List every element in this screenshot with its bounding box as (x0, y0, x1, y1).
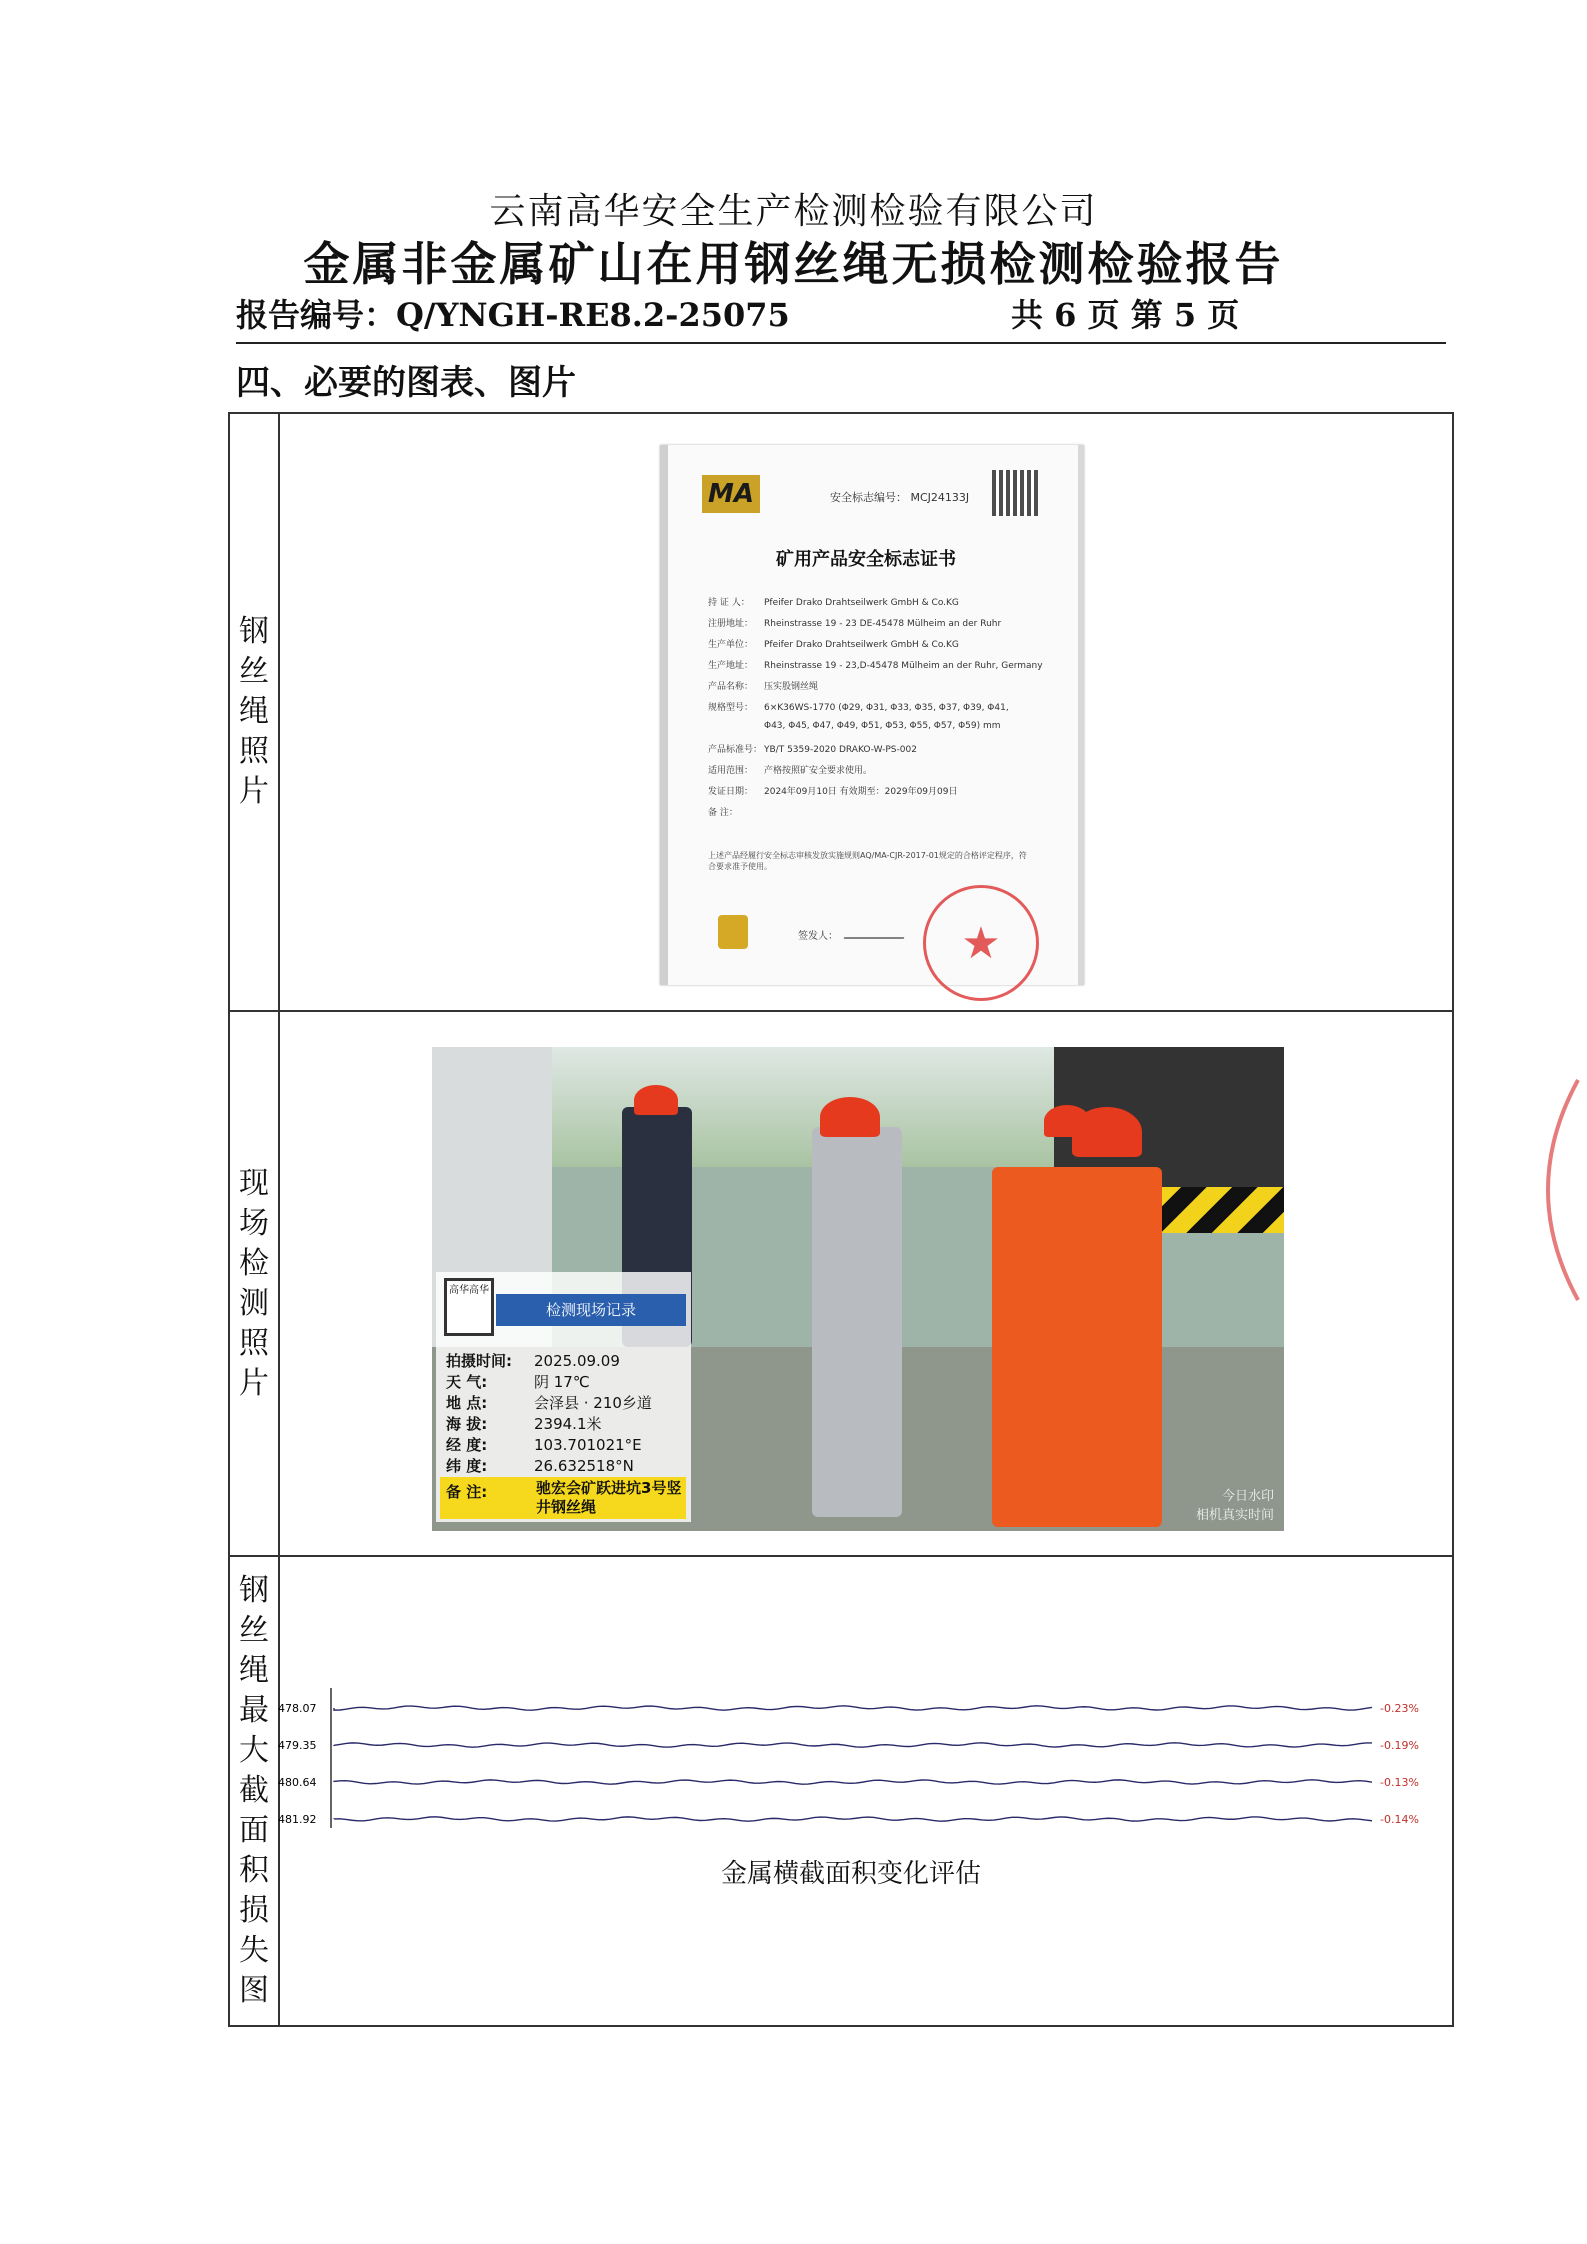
label-text (230, 1571, 278, 2011)
field-value: Pfeifer Drako Drahtseilwerk GmbH & Co.KG (764, 598, 959, 608)
field-value: Rheinstrasse 19 - 23 DE-45478 Mülheim an der Ruhr (764, 619, 1002, 629)
field-key: 持 证 人： (708, 598, 750, 608)
certificate-field (708, 763, 872, 776)
label-char: 面 (239, 1813, 269, 1848)
helmet-icon (820, 1097, 880, 1137)
partial-seal-stamp (1508, 1060, 1587, 1320)
certificate-footer: 上述产品经履行安全标志审核发放实施规则AQ/MA-CJR-2017-01规定的合格评定程序，符合要求准予使用。 (708, 851, 1027, 871)
field-value: 6×K36WS-1770 (Φ29, Φ31, Φ33, Φ35, Φ37, Φ39, Φ41, (764, 703, 1009, 713)
label-char: 积 (239, 1853, 269, 1888)
field-key: 备 注： (708, 808, 738, 818)
field-key: 地 点: (446, 1394, 488, 1412)
app-watermark (1196, 1485, 1274, 1523)
photo-watermark-overlay (436, 1272, 691, 1522)
red-seal-stamp (923, 885, 1039, 1001)
series-left-label: 478.07 (278, 1702, 317, 1715)
field-key: 海 拔: (446, 1415, 488, 1433)
field-value: Pfeifer Drako Drahtseilwerk GmbH & Co.KG (764, 640, 959, 650)
watermark-sub: 相机真实时间 (1195, 1508, 1274, 1523)
certificate-number: 安全标志编号： MCJ24133J (830, 491, 970, 504)
overlay-field (446, 1392, 652, 1413)
series-left-label: 481.92 (278, 1813, 317, 1826)
series-right-label: -0.19% (1380, 1739, 1419, 1752)
label-rope-photo (229, 413, 279, 1011)
certificate-field (708, 700, 1009, 713)
label-char: 图 (239, 1973, 269, 2008)
label-char: 最 (239, 1693, 269, 1728)
label-char: 丝 (239, 654, 269, 689)
certificate-field (708, 637, 959, 650)
note-key: 备 注: (446, 1483, 488, 1501)
label-char: 钢 (239, 1573, 269, 1608)
label-char: 片 (239, 774, 269, 809)
label-char: 损 (239, 1893, 269, 1928)
certificate-field (708, 658, 1043, 671)
section-loss-chart (276, 1676, 1426, 1836)
certificate-field (708, 784, 957, 797)
certificate-field (708, 721, 1001, 731)
overlay-field (446, 1350, 620, 1371)
series-right-label: -0.14% (1380, 1813, 1419, 1826)
note-value: 驰宏会矿跃进坑3号竖井钢丝绳 (536, 1479, 682, 1516)
qr-code-icon (992, 470, 1038, 516)
label-char: 照 (239, 1325, 269, 1361)
series-left-label: 480.64 (278, 1776, 317, 1789)
field-value: 103.701021°E (534, 1436, 642, 1454)
overlay-field (446, 1371, 590, 1392)
label-char: 测 (239, 1285, 269, 1321)
field-key: 适用范围： (708, 766, 754, 776)
field-value: 会泽县 · 210乡道 (534, 1394, 652, 1412)
worker-figure (812, 1127, 902, 1517)
field-key: 注册地址： (708, 619, 754, 629)
field-key: 生产单位： (708, 640, 754, 650)
certificate-field (708, 679, 818, 692)
chart-caption: 金属横截面积变化评估 (720, 1859, 981, 1889)
field-key: 生产地址： (708, 661, 754, 671)
report-number: 报告编号：Q/YNGH-RE8.2-25075 (236, 296, 790, 334)
certificate-field (708, 742, 917, 755)
field-value: 2394.1米 (534, 1415, 602, 1433)
field-key: 天 气: (446, 1373, 488, 1391)
site-inspection-photo (432, 1047, 1284, 1531)
signature-image (844, 915, 913, 939)
overlay-title: 检测现场记录 (496, 1294, 686, 1326)
label-char: 绳 (239, 1653, 269, 1688)
ma-logo: MA (702, 475, 760, 513)
series-line (334, 1817, 1372, 1821)
label-loss-chart (229, 1556, 279, 2026)
series-line (334, 1706, 1372, 1710)
company-logo: 高华高华 (444, 1278, 494, 1336)
field-key: 规格型号： (708, 703, 754, 713)
label-char: 场 (239, 1205, 269, 1241)
label-char: 丝 (239, 1613, 269, 1648)
label-char: 失 (239, 1933, 269, 1968)
overlay-field (446, 1455, 634, 1476)
field-key: 发证日期： (708, 787, 754, 797)
field-value: Rheinstrasse 19 - 23,D-45478 Mülheim an der Ruhr, Germany (764, 661, 1043, 671)
overlay-note (440, 1477, 686, 1519)
label-char: 绳 (239, 694, 269, 729)
label-char: 照 (239, 734, 269, 769)
label-char: 截 (239, 1773, 269, 1808)
label-text (230, 612, 278, 812)
series-left-label: 479.35 (278, 1739, 317, 1752)
helmet-icon (634, 1085, 678, 1115)
label-char: 片 (239, 1365, 269, 1401)
signer-label: 签发人： (798, 931, 838, 942)
label-site-photo (229, 1011, 279, 1556)
certificate-field (708, 805, 764, 818)
worker-figure (992, 1167, 1162, 1527)
section-title: 四、必要的图表、图片 (236, 363, 576, 403)
label-char: 检 (239, 1245, 269, 1281)
series-right-label: -0.23% (1380, 1702, 1419, 1715)
field-value: 产格按照矿安全要求使用。 (764, 766, 873, 776)
overlay-field (446, 1413, 602, 1434)
label-char: 大 (239, 1733, 269, 1768)
series-right-label: -0.13% (1380, 1776, 1419, 1789)
page-count: 共 6 页 第 5 页 (1011, 296, 1240, 334)
header-divider (236, 342, 1446, 344)
label-text (230, 1164, 278, 1404)
certificate-field (708, 616, 1001, 629)
field-key: 产品名称： (708, 682, 754, 692)
helmet-icon (1044, 1105, 1090, 1137)
miner-badge-icon (718, 915, 748, 949)
company-name: 云南高华安全生产检测检验有限公司 (489, 191, 1098, 232)
field-value: 压实股钢丝绳 (764, 682, 819, 692)
watermark-title: 今日水印 (1221, 1489, 1274, 1504)
safety-certificate-image (660, 445, 1084, 985)
field-key: 产品标准号： (708, 745, 763, 755)
field-value: YB/T 5359-2020 DRAKO-W-PS-002 (764, 745, 917, 755)
field-value: 阴 17℃ (534, 1373, 590, 1391)
certificate-field (708, 595, 959, 608)
label-char: 钢 (239, 614, 269, 649)
field-key: 纬 度: (446, 1457, 488, 1475)
star-icon: ★ (961, 918, 1001, 969)
field-value: Φ43, Φ45, Φ47, Φ49, Φ51, Φ53, Φ55, Φ57, Φ59) mm (764, 721, 1001, 731)
field-value: 2025.09.09 (534, 1352, 620, 1370)
field-key: 拍摄时间: (446, 1352, 512, 1370)
field-key: 经 度: (446, 1436, 488, 1454)
certificate-title: 矿用产品安全标志证书 (776, 549, 956, 570)
label-char: 现 (239, 1165, 269, 1201)
overlay-field (446, 1434, 642, 1455)
report-title: 金属非金属矿山在用钢丝绳无损检测检验报告 (303, 237, 1284, 291)
series-line (334, 1780, 1372, 1784)
field-value: 26.632518°N (534, 1457, 634, 1475)
field-value: 2024年09月10日 有效期至：2029年09月09日 (764, 787, 958, 797)
series-line (334, 1743, 1372, 1747)
